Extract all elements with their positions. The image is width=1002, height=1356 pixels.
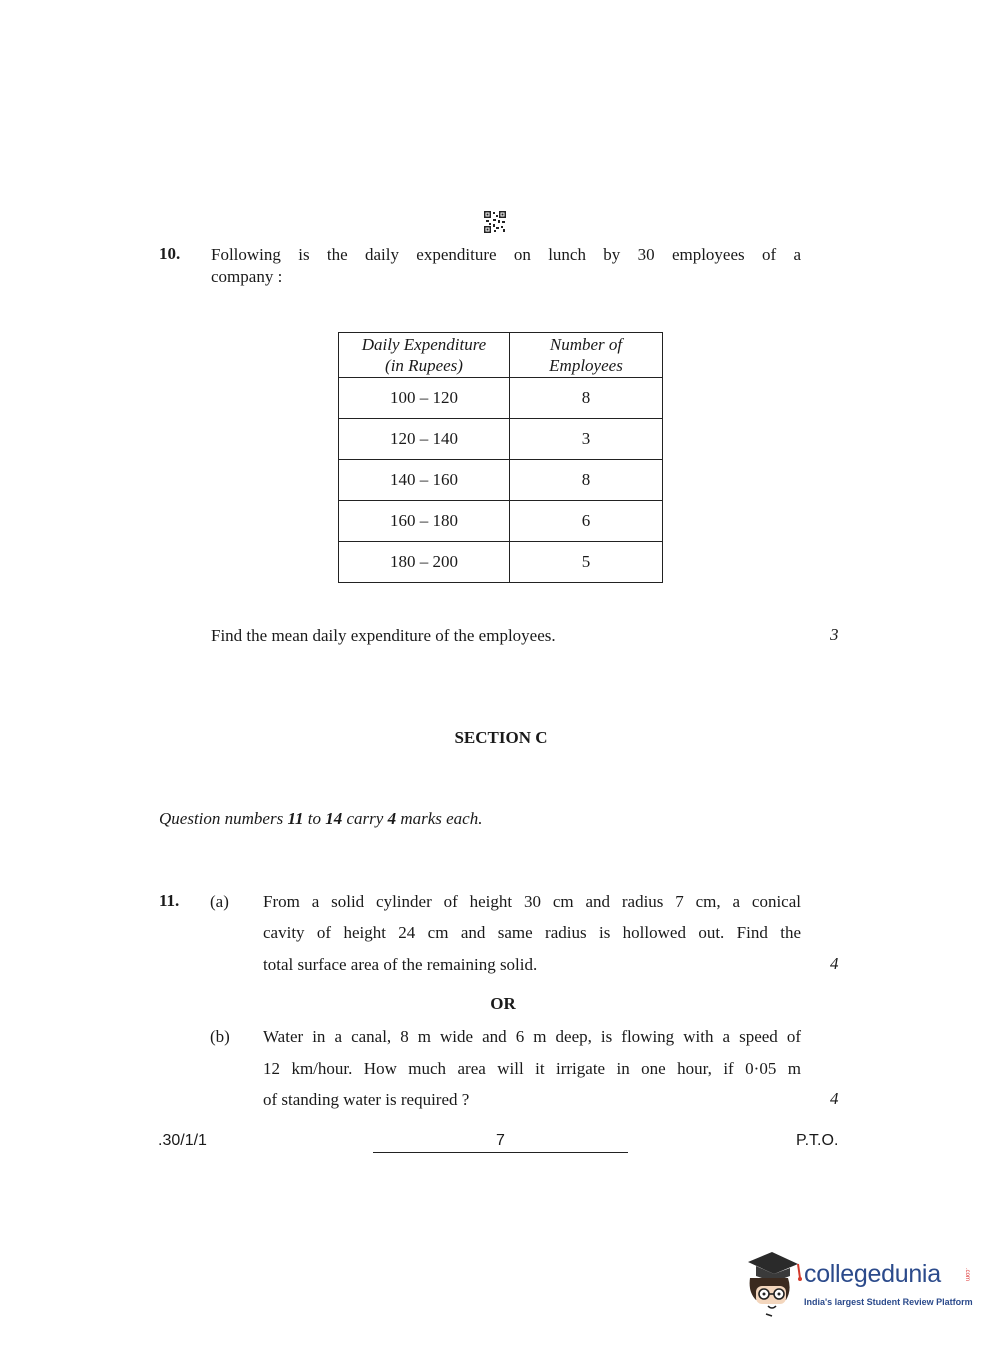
collegedunia-logo xyxy=(742,1248,972,1318)
pto-label: P.T.O. xyxy=(796,1132,839,1149)
logo-tagline: India's largest Student Review Platform xyxy=(804,1297,973,1307)
table-cell-count: 3 xyxy=(510,419,663,460)
marks-label: 3 xyxy=(830,625,839,644)
question-text-line: of standing water is required ? xyxy=(263,1090,470,1109)
question-text-line: total surface area of the remaining solid. xyxy=(263,955,538,974)
option-label: (b) xyxy=(210,1027,230,1046)
table-header-expenditure: Daily Expenditure (in Rupees) xyxy=(339,333,510,378)
table-row xyxy=(339,419,663,460)
table-row xyxy=(339,542,663,583)
table-cell-range: 100 – 120 xyxy=(339,378,510,419)
question-text: Find the mean daily expenditure of the employees. xyxy=(211,626,556,645)
table-header-employees: Number of Employees xyxy=(510,333,663,378)
table-cell-range: 160 – 180 xyxy=(339,501,510,542)
section-title: SECTION C xyxy=(454,728,548,747)
table-row xyxy=(339,460,663,501)
logo-suffix: .com xyxy=(964,1268,970,1282)
question-text-line: Water in a canal, 8 m wide and 6 m deep, is flowing with a speed of xyxy=(263,1027,801,1046)
table-cell-count: 8 xyxy=(510,460,663,501)
section-instruction: Question numbers 11 to 14 carry 4 marks each. xyxy=(159,809,483,828)
expenditure-table xyxy=(338,332,663,583)
mascot-icon xyxy=(742,1248,804,1318)
table-cell-count: 5 xyxy=(510,542,663,583)
marks-label: 4 xyxy=(830,954,839,973)
question-number: 10. xyxy=(159,244,181,263)
option-label: (a) xyxy=(210,892,229,911)
footer-divider xyxy=(373,1152,628,1153)
page-number: 7 xyxy=(496,1132,505,1149)
question-number: 11. xyxy=(159,891,180,910)
table-cell-count: 6 xyxy=(510,501,663,542)
table-row xyxy=(339,501,663,542)
question-text-line: 12 km/hour. How much area will it irrigate in one hour, if 0·05 m xyxy=(263,1059,801,1078)
table-cell-count: 8 xyxy=(510,378,663,419)
question-text-line: From a solid cylinder of height 30 cm and radius 7 cm, a conical xyxy=(263,892,801,911)
question-text-line: company : xyxy=(211,267,283,286)
qr-code-icon xyxy=(484,211,506,233)
table-row xyxy=(339,378,663,419)
marks-label: 4 xyxy=(830,1089,839,1108)
table-cell-range: 120 – 140 xyxy=(339,419,510,460)
paper-code: .30/1/1 xyxy=(158,1132,207,1149)
logo-wordmark: collegedunia xyxy=(804,1260,941,1288)
table-cell-range: 180 – 200 xyxy=(339,542,510,583)
table-cell-range: 140 – 160 xyxy=(339,460,510,501)
question-text-line: Following is the daily expenditure on lunch by 30 employees of a xyxy=(211,245,801,264)
question-text-line: cavity of height 24 cm and same radius is hollowed out. Find the xyxy=(263,923,801,942)
or-label: OR xyxy=(490,994,516,1013)
